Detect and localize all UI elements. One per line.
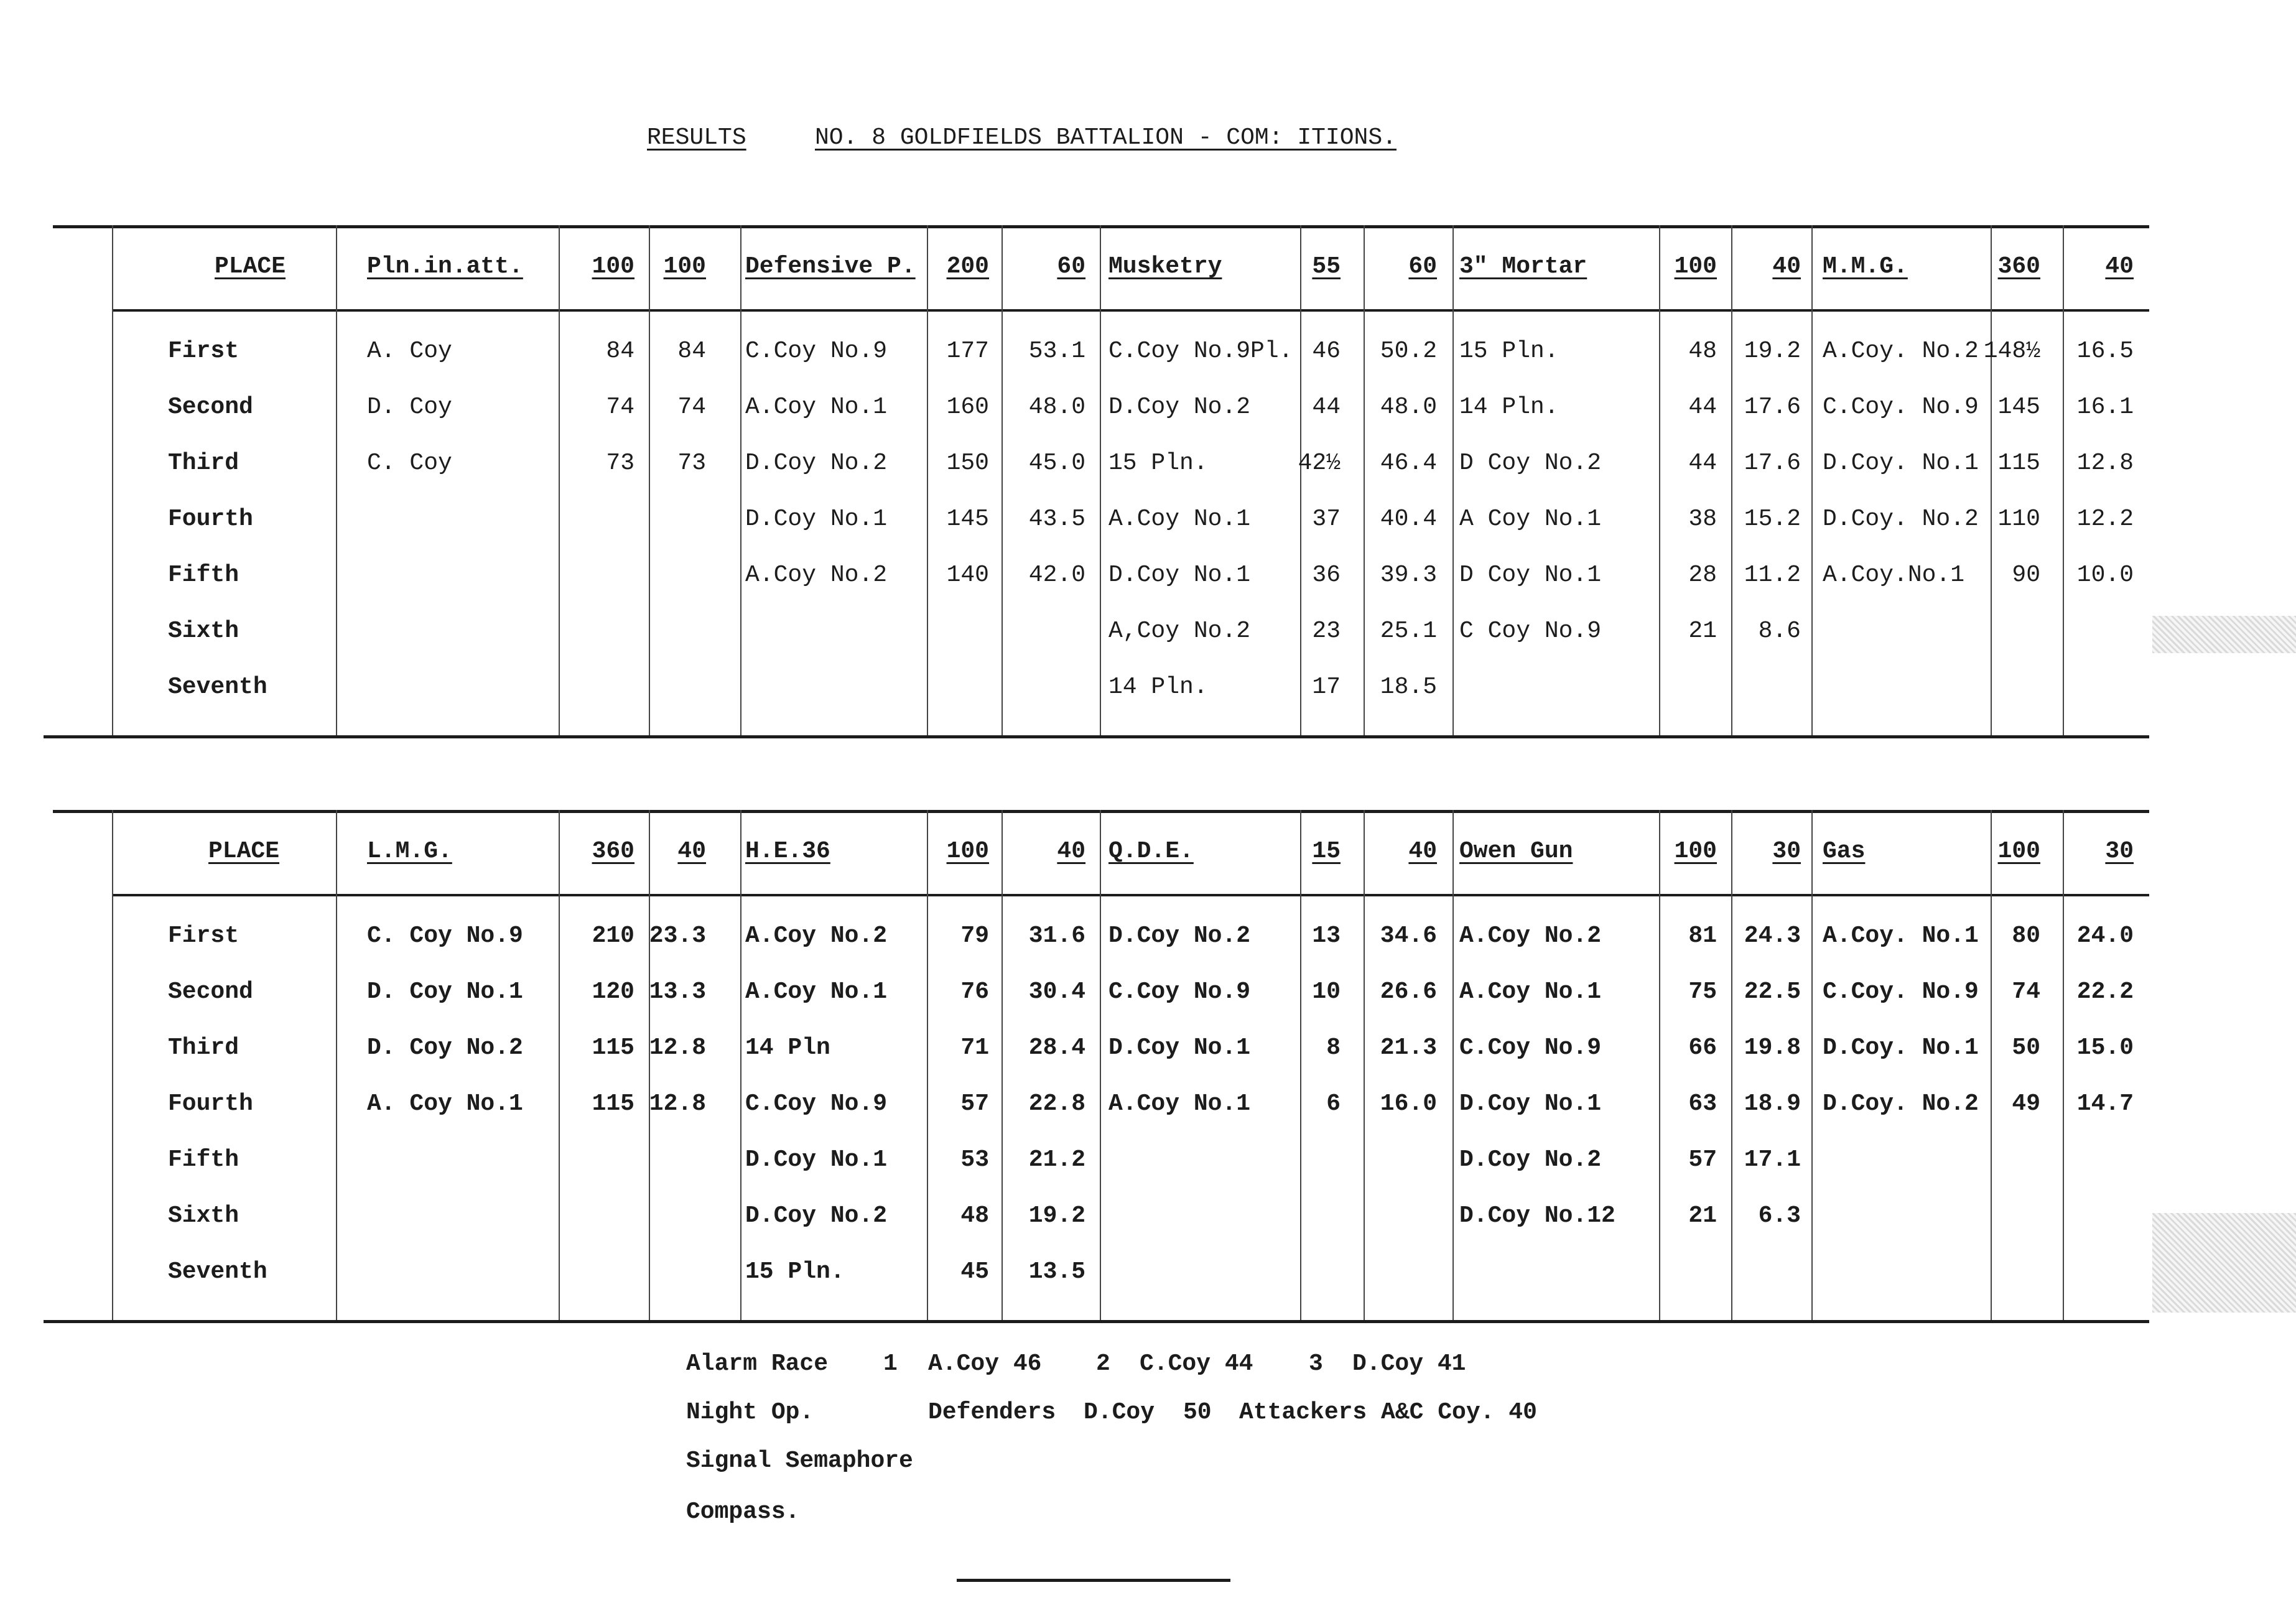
- cell-col-c-team: D.Coy No.2: [1108, 394, 1251, 421]
- column-divider: [1100, 225, 1101, 735]
- cell-col-d-team: C.Coy No.9: [1459, 1034, 1602, 1061]
- cell-col-b-pct: 13.5: [1028, 1258, 1085, 1285]
- cell-col-b-score: 53: [960, 1146, 989, 1173]
- cell-col-e-team: D.Coy. No.2: [1823, 1090, 1979, 1117]
- cell-col-c-score: 6: [1326, 1090, 1341, 1117]
- cell-col-d-score: 75: [1688, 978, 1717, 1005]
- header-col-b-pct: 60: [1057, 253, 1085, 280]
- cell-place: Sixth: [168, 618, 239, 644]
- cell-col-b-pct: 43.5: [1028, 506, 1085, 532]
- cell-col-d-team: D.Coy No.2: [1459, 1146, 1602, 1173]
- cell-col-a-pct: 74: [677, 394, 706, 421]
- cell-col-d-score: 21: [1688, 618, 1717, 644]
- cell-col-c-score: 8: [1326, 1034, 1341, 1061]
- header-col-c-team: Q.D.E.: [1108, 838, 1194, 865]
- cell-col-c-pct: 21.3: [1380, 1034, 1437, 1061]
- cell-col-d-score: 48: [1688, 338, 1717, 365]
- cell-col-e-pct: 22.2: [2076, 978, 2134, 1005]
- header-col-d-score: 100: [1674, 253, 1717, 280]
- cell-place: Fourth: [168, 506, 253, 532]
- cell-col-d-pct: 24.3: [1744, 923, 1801, 949]
- column-divider: [1811, 810, 1813, 1320]
- cell-place: Seventh: [168, 674, 267, 700]
- column-divider: [927, 810, 928, 1320]
- cell-col-b-pct: 22.8: [1028, 1090, 1085, 1117]
- cell-col-b-score: 57: [960, 1090, 989, 1117]
- cell-col-a-team: A. Coy: [367, 338, 452, 365]
- cell-col-a-score: 74: [606, 394, 634, 421]
- cell-col-b-team: C.Coy No.9: [745, 1090, 888, 1117]
- cell-col-d-team: A.Coy No.2: [1459, 923, 1602, 949]
- cell-col-d-pct: 18.9: [1744, 1090, 1801, 1117]
- cell-col-c-pct: 46.4: [1380, 450, 1437, 476]
- cell-col-c-team: 14 Pln.: [1108, 674, 1208, 700]
- cell-col-d-pct: 17.6: [1744, 394, 1801, 421]
- cell-col-c-team: A,Coy No.2: [1108, 618, 1251, 644]
- cell-col-b-team: D.Coy No.2: [745, 1202, 888, 1229]
- column-divider: [1659, 225, 1660, 735]
- cell-place: Second: [168, 978, 253, 1005]
- cell-col-e-team: D.Coy. No.1: [1823, 1034, 1979, 1061]
- cell-col-b-team: D.Coy No.1: [745, 506, 888, 532]
- cell-col-d-score: 57: [1688, 1146, 1717, 1173]
- cell-col-a-pct: 12.8: [649, 1090, 706, 1117]
- column-divider: [1991, 810, 1992, 1320]
- cell-place: Fifth: [168, 1146, 239, 1173]
- column-divider: [559, 810, 560, 1320]
- cell-col-d-team: A Coy No.1: [1459, 506, 1602, 532]
- cell-col-d-score: 63: [1688, 1090, 1717, 1117]
- cell-col-c-score: 42½: [1298, 450, 1341, 476]
- column-divider: [1002, 225, 1003, 735]
- header-col-d-pct: 30: [1772, 838, 1801, 865]
- cell-col-e-score: 90: [2012, 562, 2040, 588]
- cell-col-d-team: 15 Pln.: [1459, 338, 1559, 365]
- cell-col-c-pct: 26.6: [1380, 978, 1437, 1005]
- cell-col-e-team: A.Coy. No.2: [1823, 338, 1979, 365]
- cell-col-d-pct: 22.5: [1744, 978, 1801, 1005]
- cell-place: Fourth: [168, 1090, 253, 1117]
- table-top-rule: [53, 810, 2149, 813]
- table-header-rule: [112, 894, 2149, 896]
- cell-col-d-score: 21: [1688, 1202, 1717, 1229]
- cell-col-c-score: 17: [1312, 674, 1341, 700]
- cell-col-c-score: 44: [1312, 394, 1341, 421]
- cell-col-e-score: 110: [1997, 506, 2040, 532]
- night-op-defender-score: 50: [1183, 1399, 1212, 1426]
- cell-col-d-pct: 17.1: [1744, 1146, 1801, 1173]
- cell-col-b-pct: 21.2: [1028, 1146, 1085, 1173]
- cell-col-d-team: 14 Pln.: [1459, 394, 1559, 421]
- cell-col-e-pct: 10.0: [2076, 562, 2134, 588]
- table-top-rule: [53, 225, 2149, 228]
- cell-col-d-pct: 8.6: [1758, 618, 1801, 644]
- night-op-attackers: Attackers A&C Coy. 40: [1239, 1399, 1537, 1426]
- header-col-c-score: 55: [1312, 253, 1341, 280]
- cell-col-c-score: 46: [1312, 338, 1341, 365]
- cell-col-e-score: 115: [1997, 450, 2040, 476]
- cell-col-c-team: C.Coy No.9Pl.: [1108, 338, 1293, 365]
- cell-col-a-team: A. Coy No.1: [367, 1090, 523, 1117]
- alarm-race-place-1: 1: [883, 1350, 898, 1377]
- cell-col-b-score: 48: [960, 1202, 989, 1229]
- cell-col-b-team: 15 Pln.: [745, 1258, 845, 1285]
- scan-noise: [2152, 1213, 2296, 1313]
- alarm-race-third: D.Coy 41: [1352, 1350, 1466, 1377]
- cell-col-c-team: D.Coy No.1: [1108, 562, 1251, 588]
- cell-col-c-team: C.Coy No.9: [1108, 978, 1251, 1005]
- column-divider: [1364, 810, 1365, 1320]
- header-col-c-team: Musketry: [1108, 253, 1222, 280]
- cell-col-d-team: C Coy No.9: [1459, 618, 1602, 644]
- column-divider: [2063, 810, 2064, 1320]
- cell-col-c-team: D.Coy No.2: [1108, 923, 1251, 949]
- cell-col-b-pct: 30.4: [1028, 978, 1085, 1005]
- cell-col-c-pct: 48.0: [1380, 394, 1437, 421]
- column-divider: [1731, 810, 1732, 1320]
- cell-col-c-pct: 40.4: [1380, 506, 1437, 532]
- cell-col-b-pct: 42.0: [1028, 562, 1085, 588]
- closing-rule: [957, 1579, 1230, 1582]
- header-col-e-score: 100: [1997, 838, 2040, 865]
- cell-col-c-team: A.Coy No.1: [1108, 1090, 1251, 1117]
- header-place: PLACE: [215, 253, 286, 280]
- cell-col-e-team: D.Coy. No.2: [1823, 506, 1979, 532]
- cell-col-a-team: D. Coy: [367, 394, 452, 421]
- cell-col-e-score: 74: [2012, 978, 2040, 1005]
- cell-col-e-pct: 12.2: [2076, 506, 2134, 532]
- column-divider: [927, 225, 928, 735]
- table-bottom-rule: [44, 1320, 2149, 1323]
- cell-col-d-pct: 6.3: [1758, 1202, 1801, 1229]
- cell-col-b-score: 145: [946, 506, 989, 532]
- cell-col-b-pct: 45.0: [1028, 450, 1085, 476]
- cell-col-b-pct: 19.2: [1028, 1202, 1085, 1229]
- night-op-label: Night Op.: [686, 1399, 814, 1426]
- document-title: [0, 124, 2296, 162]
- column-divider: [1002, 810, 1003, 1320]
- results-label: RESULTS: [647, 124, 746, 151]
- header-col-c-score: 15: [1312, 838, 1341, 865]
- compass-label: Compass.: [686, 1499, 800, 1525]
- header-place: PLACE: [208, 838, 280, 865]
- column-divider: [559, 225, 560, 735]
- cell-col-e-score: 148½: [1983, 338, 2040, 365]
- cell-place: Second: [168, 394, 253, 421]
- cell-col-b-team: A.Coy No.2: [745, 562, 888, 588]
- cell-col-a-score: 84: [606, 338, 634, 365]
- cell-col-d-score: 28: [1688, 562, 1717, 588]
- cell-col-a-score: 73: [606, 450, 634, 476]
- table-bottom-rule: [44, 735, 2149, 738]
- cell-col-a-team: D. Coy No.1: [367, 978, 523, 1005]
- cell-col-a-score: 210: [592, 923, 634, 949]
- cell-place: Third: [168, 1034, 239, 1061]
- header-col-d-score: 100: [1674, 838, 1717, 865]
- header-col-c-pct: 60: [1408, 253, 1437, 280]
- column-divider: [1300, 810, 1301, 1320]
- column-divider: [740, 810, 741, 1320]
- cell-col-a-score: 120: [592, 978, 634, 1005]
- cell-col-b-score: 150: [946, 450, 989, 476]
- cell-col-b-team: A.Coy No.2: [745, 923, 888, 949]
- signal-semaphore-label: Signal Semaphore: [686, 1448, 913, 1474]
- alarm-race-place-2: 2: [1096, 1350, 1110, 1377]
- header-col-b-pct: 40: [1057, 838, 1085, 865]
- cell-col-d-score: 81: [1688, 923, 1717, 949]
- cell-col-d-score: 44: [1688, 450, 1717, 476]
- cell-col-b-score: 140: [946, 562, 989, 588]
- cell-col-e-pct: 16.5: [2076, 338, 2134, 365]
- cell-col-c-score: 13: [1312, 923, 1341, 949]
- cell-col-d-pct: 15.2: [1744, 506, 1801, 532]
- cell-col-b-score: 45: [960, 1258, 989, 1285]
- column-divider: [1300, 225, 1301, 735]
- cell-col-b-team: D.Coy No.2: [745, 450, 888, 476]
- cell-col-b-score: 177: [946, 338, 989, 365]
- column-divider: [649, 810, 650, 1320]
- cell-col-b-pct: 48.0: [1028, 394, 1085, 421]
- alarm-race-label: Alarm Race: [686, 1350, 829, 1377]
- cell-col-c-team: A.Coy No.1: [1108, 506, 1251, 532]
- cell-col-c-team: D.Coy No.1: [1108, 1034, 1251, 1061]
- cell-col-e-team: D.Coy. No.1: [1823, 450, 1979, 476]
- header-col-a-pct: 100: [663, 253, 706, 280]
- cell-col-d-pct: 11.2: [1744, 562, 1801, 588]
- column-divider: [2063, 225, 2064, 735]
- cell-col-d-score: 66: [1688, 1034, 1717, 1061]
- cell-col-a-team: C. Coy No.9: [367, 923, 523, 949]
- cell-col-a-team: C. Coy: [367, 450, 452, 476]
- column-divider: [1731, 225, 1732, 735]
- cell-col-c-score: 10: [1312, 978, 1341, 1005]
- cell-col-e-score: 80: [2012, 923, 2040, 949]
- cell-col-d-team: D Coy No.1: [1459, 562, 1602, 588]
- cell-col-e-pct: 12.8: [2076, 450, 2134, 476]
- cell-col-b-pct: 28.4: [1028, 1034, 1085, 1061]
- header-col-e-team: M.M.G.: [1823, 253, 1908, 280]
- column-divider: [336, 225, 337, 735]
- cell-col-e-team: C.Coy. No.9: [1823, 394, 1979, 421]
- title-heading: NO. 8 GOLDFIELDS BATTALION - COM: ITIONS.: [815, 124, 1397, 151]
- cell-col-e-team: A.Coy.No.1: [1823, 562, 1965, 588]
- cell-col-b-score: 160: [946, 394, 989, 421]
- scan-noise: [2152, 616, 2296, 653]
- column-divider: [1100, 810, 1101, 1320]
- cell-col-d-score: 44: [1688, 394, 1717, 421]
- header-col-d-pct: 40: [1772, 253, 1801, 280]
- cell-col-d-pct: 19.2: [1744, 338, 1801, 365]
- cell-col-d-pct: 19.8: [1744, 1034, 1801, 1061]
- cell-place: First: [168, 338, 239, 365]
- cell-col-d-team: A.Coy No.1: [1459, 978, 1602, 1005]
- header-col-e-score: 360: [1997, 253, 2040, 280]
- column-divider: [112, 810, 113, 1320]
- cell-col-c-pct: 39.3: [1380, 562, 1437, 588]
- cell-col-a-pct: 23.3: [649, 923, 706, 949]
- header-col-a-score: 100: [592, 253, 634, 280]
- cell-col-d-pct: 17.6: [1744, 450, 1801, 476]
- table-header-rule: [112, 309, 2149, 312]
- cell-col-b-pct: 31.6: [1028, 923, 1085, 949]
- alarm-race-place-3: 3: [1309, 1350, 1323, 1377]
- cell-place: Fifth: [168, 562, 239, 588]
- cell-col-c-pct: 25.1: [1380, 618, 1437, 644]
- header-col-b-team: H.E.36: [745, 838, 830, 865]
- cell-col-e-pct: 24.0: [2076, 923, 2134, 949]
- header-col-b-score: 100: [946, 838, 989, 865]
- header-col-b-team: Defensive P.: [745, 253, 916, 280]
- cell-col-b-score: 76: [960, 978, 989, 1005]
- column-divider: [1811, 225, 1813, 735]
- cell-col-a-pct: 12.8: [649, 1034, 706, 1061]
- cell-col-c-score: 36: [1312, 562, 1341, 588]
- cell-col-b-score: 79: [960, 923, 989, 949]
- cell-col-b-team: A.Coy No.1: [745, 978, 888, 1005]
- cell-col-c-team: 15 Pln.: [1108, 450, 1208, 476]
- column-divider: [1452, 810, 1454, 1320]
- header-col-e-pct: 30: [2105, 838, 2134, 865]
- cell-col-e-team: C.Coy. No.9: [1823, 978, 1979, 1005]
- column-divider: [1364, 225, 1365, 735]
- cell-col-c-pct: 16.0: [1380, 1090, 1437, 1117]
- cell-col-d-score: 38: [1688, 506, 1717, 532]
- cell-col-b-team: C.Coy No.9: [745, 338, 888, 365]
- column-divider: [1659, 810, 1660, 1320]
- cell-col-e-score: 145: [1997, 394, 2040, 421]
- column-divider: [1991, 225, 1992, 735]
- cell-col-c-pct: 34.6: [1380, 923, 1437, 949]
- cell-col-a-score: 115: [592, 1090, 634, 1117]
- alarm-race-second: C.Coy 44: [1140, 1350, 1253, 1377]
- night-op-defender-coy: D.Coy: [1084, 1399, 1155, 1426]
- column-divider: [740, 225, 741, 735]
- cell-place: Seventh: [168, 1258, 267, 1285]
- cell-col-c-score: 23: [1312, 618, 1341, 644]
- header-col-a-score: 360: [592, 838, 634, 865]
- cell-col-b-team: D.Coy No.1: [745, 1146, 888, 1173]
- cell-col-c-score: 37: [1312, 506, 1341, 532]
- cell-col-a-pct: 73: [677, 450, 706, 476]
- cell-place: First: [168, 923, 239, 949]
- cell-col-e-pct: 14.7: [2076, 1090, 2134, 1117]
- column-divider: [1452, 225, 1454, 735]
- cell-col-c-pct: 18.5: [1380, 674, 1437, 700]
- cell-col-c-pct: 50.2: [1380, 338, 1437, 365]
- cell-col-e-pct: 15.0: [2076, 1034, 2134, 1061]
- column-divider: [336, 810, 337, 1320]
- header-col-b-score: 200: [946, 253, 989, 280]
- header-col-e-pct: 40: [2105, 253, 2134, 280]
- cell-col-e-team: A.Coy. No.1: [1823, 923, 1979, 949]
- cell-col-b-team: A.Coy No.1: [745, 394, 888, 421]
- cell-col-d-team: D.Coy No.1: [1459, 1090, 1602, 1117]
- cell-col-e-score: 49: [2012, 1090, 2040, 1117]
- cell-col-a-team: D. Coy No.2: [367, 1034, 523, 1061]
- cell-col-b-team: 14 Pln: [745, 1034, 830, 1061]
- cell-col-a-pct: 84: [677, 338, 706, 365]
- header-col-a-team: Pln.in.att.: [367, 253, 523, 280]
- header-col-d-team: Owen Gun: [1459, 838, 1573, 865]
- alarm-race-first: A.Coy 46: [928, 1350, 1042, 1377]
- header-col-c-pct: 40: [1408, 838, 1437, 865]
- header-col-e-team: Gas: [1823, 838, 1866, 865]
- cell-col-a-pct: 13.3: [649, 978, 706, 1005]
- cell-col-b-score: 71: [960, 1034, 989, 1061]
- header-col-d-team: 3" Mortar: [1459, 253, 1587, 280]
- cell-col-e-pct: 16.1: [2076, 394, 2134, 421]
- cell-place: Sixth: [168, 1202, 239, 1229]
- cell-col-a-score: 115: [592, 1034, 634, 1061]
- column-divider: [112, 225, 113, 735]
- cell-col-d-team: D.Coy No.12: [1459, 1202, 1615, 1229]
- header-col-a-pct: 40: [677, 838, 706, 865]
- cell-col-d-team: D Coy No.2: [1459, 450, 1602, 476]
- cell-place: Third: [168, 450, 239, 476]
- night-op-defenders: Defenders: [928, 1399, 1056, 1426]
- cell-col-b-pct: 53.1: [1028, 338, 1085, 365]
- column-divider: [649, 225, 650, 735]
- cell-col-e-score: 50: [2012, 1034, 2040, 1061]
- header-col-a-team: L.M.G.: [367, 838, 452, 865]
